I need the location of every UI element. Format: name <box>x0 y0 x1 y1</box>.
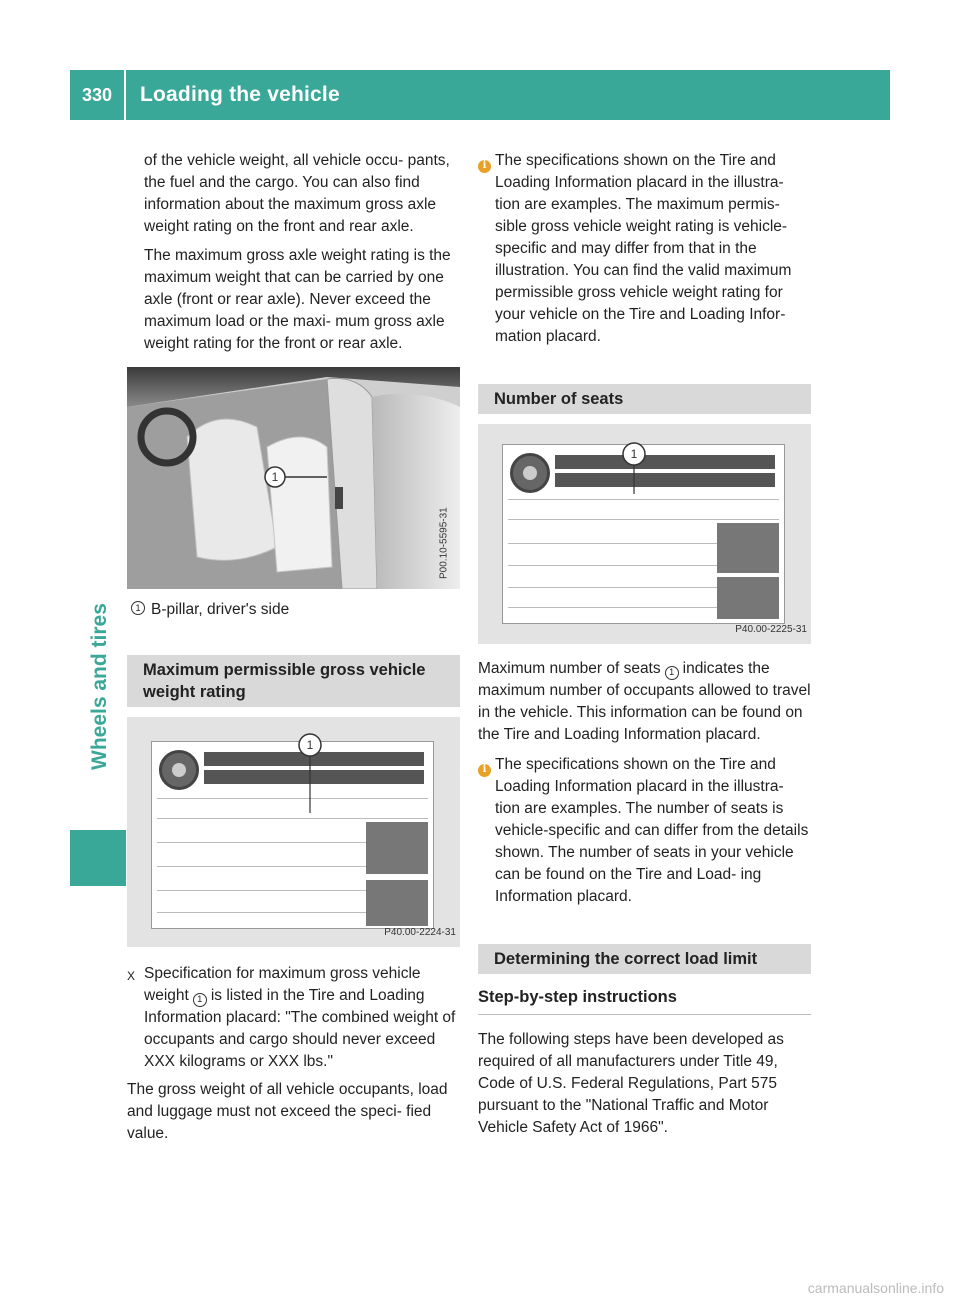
paragraph-gross-weight: The gross weight of all vehicle occupants, load and luggage must not exceed the speci- fied value. <box>127 1081 448 1142</box>
bullet-instruction: X Specification for maximum gross vehicle weight 1 is listed in the Tire and Loading Information placard: "The combined weight of occupants and cargo should never exceed XXX kilograms or XXX lbs." <box>127 963 460 1073</box>
side-tab-marker <box>70 830 126 886</box>
figure-b-pillar <box>127 367 460 589</box>
left-column <box>127 150 460 1152</box>
side-tab-label: Wheels and tires <box>88 603 111 770</box>
section-title-seats: Number of seats <box>478 384 811 414</box>
info-icon: i <box>478 764 491 777</box>
bullet-arrow-icon: X <box>127 969 136 983</box>
figure-placard-1 <box>127 717 460 947</box>
figure-code: P40.00-2225-31 <box>735 624 807 635</box>
chapter-title: Loading the vehicle <box>140 83 340 106</box>
callout-icon: 1 <box>665 666 679 680</box>
svg-text:1: 1 <box>271 470 279 484</box>
right-column <box>478 150 811 1146</box>
figure-code: P40.00-2224-31 <box>384 927 456 938</box>
placard-callout <box>127 717 460 947</box>
callout-icon: 1 <box>131 601 145 615</box>
section-title-gross-weight: Maximum permissible gross vehicle weight rating <box>127 655 460 707</box>
page-number: 330 <box>70 70 126 120</box>
b-pillar-photo <box>127 367 460 589</box>
info-note-gross-weight: i The specifications shown on the Tire and Loading Information placard in the illustra- tion are examples. The maximum permis- sible gross vehicle weight rating is vehicle- specific and may differ from that in the illustration. You can find the valid maximum permissible gross vehicle weight rating for your vehicle on the Tire and Loading Infor- mation placard. <box>478 150 811 348</box>
svg-text:1: 1 <box>306 738 314 752</box>
info-icon: i <box>478 160 491 173</box>
paragraph-vehicle-weight: of the vehicle weight, all vehicle occu- pants, the fuel and the cargo. You can also find information about the maximum gross axle weight rating on the front and rear axle. <box>144 152 450 235</box>
footer-watermark-link[interactable]: carmanualsonline.info <box>807 1280 944 1296</box>
callout-icon: 1 <box>193 993 207 1007</box>
figure-placard-2 <box>478 424 811 644</box>
paragraph-axle-weight: The maximum gross axle weight rating is the maximum weight that can be carried by one axle (front or rear axle). Never exceed the maximum load or the maxi- mum gross axle weight rating for the front or rear axle. <box>144 247 451 352</box>
page-header <box>70 70 890 120</box>
paragraph-regulations: The following steps have been developed as required of all manufacturers under Title 49, Code of U.S. Federal Regulations, Part 575 pursuant to the "National Traffic and Motor Vehicle Safety Act of 1966". <box>478 1031 784 1136</box>
svg-text:1: 1 <box>630 447 638 461</box>
paragraph-max-seats: Maximum number of seats 1 indicates the maximum number of occupants allowed to travel in the vehicle. This information can be found on the Tire and Loading Information placard. <box>478 660 811 743</box>
figure-caption: 1 B-pillar, driver's side <box>127 599 460 621</box>
subheading-steps: Step-by-step instructions <box>478 986 811 1015</box>
info-note-seats: i The specifications shown on the Tire and Loading Information placard in the illustra- tion are examples. The number of seats is vehicle-specific and can differ from the details shown. The number of seats in your vehicle can be found on the Tire and Load- ing Information placard. <box>478 754 811 908</box>
figure-code: P00.10-5595-31 <box>439 507 450 579</box>
section-title-load-limit: Determining the correct load limit <box>478 944 811 974</box>
placard-callout <box>478 424 811 644</box>
